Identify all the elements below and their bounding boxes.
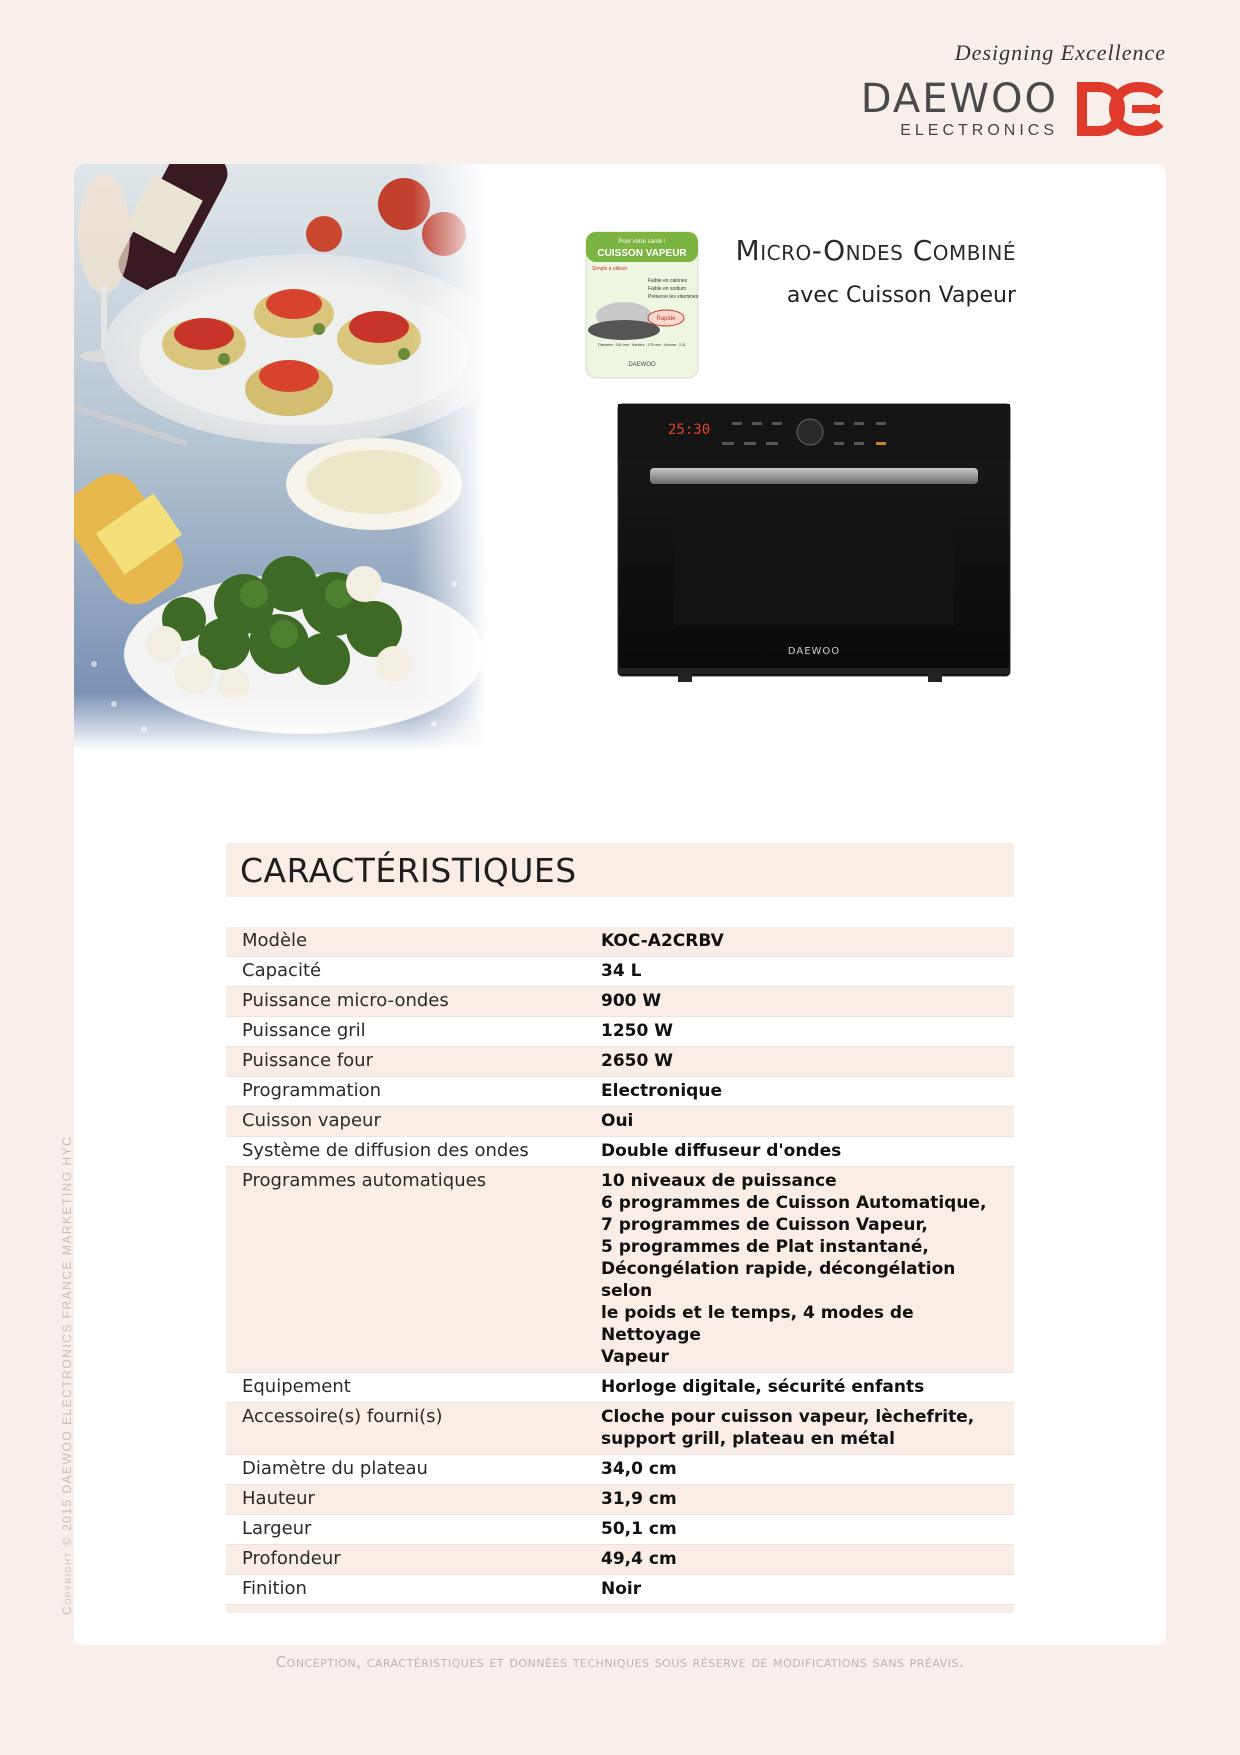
microwave-oven-image	[614, 400, 1014, 695]
spec-label: Système de diffusion des ondes	[242, 1140, 529, 1161]
badge-bullet-3: Préserve les vitamines	[648, 294, 699, 300]
product-subtitle: avec Cuisson Vapeur	[786, 283, 1016, 308]
spec-row-finition	[226, 1575, 1014, 1605]
logo-brand-text: DAEWOO	[860, 76, 1058, 122]
spec-row-puissance-gril	[226, 1017, 1014, 1047]
spec-label: Capacité	[242, 960, 322, 981]
spec-label: Puissance gril	[242, 1020, 366, 1041]
spec-value: 50,1 cm	[601, 1519, 677, 1539]
food-photo	[74, 164, 486, 750]
spec-row-capacite	[226, 957, 1014, 987]
badge-brand-text: DAEWOO	[628, 362, 656, 368]
spec-value: Cloche pour cuisson vapeur, lèchefrite, support grill, plateau en métal	[601, 1407, 975, 1449]
spec-row-hauteur	[226, 1485, 1014, 1515]
badge-top-text: Pour votre santé !	[618, 239, 666, 245]
copyright-notice: Copyright © 2015 DAEWOO ELECTRONICS FRANCE MARKETING HYC	[60, 1135, 74, 1615]
spec-label: Largeur	[242, 1518, 312, 1539]
specs-heading: CARACTÉRISTIQUES	[240, 850, 577, 890]
product-card	[74, 164, 1166, 1645]
footer-disclaimer: Conception, caractéristiques et données techniques sous réserve de modifications sans préavis.	[275, 1653, 965, 1671]
spec-row-equipement	[226, 1373, 1014, 1403]
spec-label: Programmation	[242, 1080, 381, 1101]
logo-sub-text: ELECTRONICS	[900, 122, 1058, 139]
spec-row-diffusion-ondes	[226, 1137, 1014, 1167]
spec-value: Oui	[601, 1111, 634, 1131]
spec-value: Noir	[601, 1579, 642, 1599]
brand-tagline: Designing Excellence	[954, 40, 1166, 65]
daewoo-logo	[861, 78, 1166, 140]
product-title: Micro-Ondes Combiné	[735, 234, 1016, 267]
spec-row-puissance-four	[226, 1047, 1014, 1077]
spec-value: 49,4 cm	[601, 1549, 677, 1569]
spec-value: Double diffuseur d'ondes	[601, 1141, 842, 1161]
spec-row-largeur	[226, 1515, 1014, 1545]
product-title-block	[736, 234, 1016, 308]
spec-value: 10 niveaux de puissance 6 programmes de Cuisson Automatique, 7 programmes de Cuisson Vapeur, 5 programmes de Plat instantané, Décongélation rapide, décongélation selon le poids et le temps, 4 modes de Nettoyage Vapeur	[601, 1171, 987, 1367]
spec-value: 2650 W	[601, 1051, 673, 1071]
spec-row-cuisson-vapeur	[226, 1107, 1014, 1137]
badge-bullet-1: Faible en calories	[648, 278, 688, 284]
oven-display-text: 25:30	[668, 422, 711, 438]
spec-value: 34 L	[601, 961, 642, 981]
spec-label: Modèle	[242, 930, 308, 951]
specs-heading-bar	[226, 843, 1014, 897]
daewoo-emblem-icon	[1074, 81, 1166, 137]
spec-label: Puissance micro-ondes	[242, 990, 449, 1011]
badge-tag-text: Rapide	[656, 316, 676, 322]
spec-value: 34,0 cm	[601, 1459, 677, 1479]
spec-value: 900 W	[601, 991, 662, 1011]
spec-row-programmes-automatiques	[226, 1167, 1014, 1373]
spec-label: Profondeur	[242, 1548, 341, 1569]
spec-label: Puissance four	[242, 1050, 373, 1071]
spec-label: Accessoire(s) fourni(s)	[242, 1406, 443, 1427]
spec-value: Electronique	[601, 1081, 722, 1101]
spec-label: Equipement	[242, 1376, 351, 1397]
spec-label: Hauteur	[242, 1488, 315, 1509]
steam-cooking-badge	[584, 230, 700, 385]
badge-specs-text: Diamètre : 340 mm · Hauteur : 175 mm · Volume : 3.3L	[598, 343, 686, 347]
spec-row-accessoires	[226, 1403, 1014, 1455]
spec-value: KOC-A2CRBV	[601, 931, 724, 951]
spec-value: 1250 W	[601, 1021, 673, 1041]
spec-value: 31,9 cm	[601, 1489, 677, 1509]
spec-row-diametre-plateau	[226, 1455, 1014, 1485]
spec-label: Diamètre du plateau	[242, 1458, 428, 1479]
badge-line1-text: Simple à utiliser	[592, 266, 628, 272]
spec-row-profondeur	[226, 1545, 1014, 1575]
spec-value: Horloge digitale, sécurité enfants	[601, 1377, 925, 1397]
specs-table	[226, 927, 1014, 1613]
specs-table-end	[226, 1605, 1014, 1613]
badge-bullet-2: Faible en sodium	[648, 286, 687, 292]
spec-row-puissance-micro-ondes	[226, 987, 1014, 1017]
oven-brand-text: DAEWOO	[787, 646, 841, 657]
spec-label: Programmes automatiques	[242, 1170, 487, 1191]
badge-title-text: CUISSON VAPEUR	[597, 248, 687, 259]
spec-row-programmation	[226, 1077, 1014, 1107]
spec-label: Finition	[242, 1578, 307, 1599]
spec-row-modele	[226, 927, 1014, 957]
spec-label: Cuisson vapeur	[242, 1110, 381, 1131]
